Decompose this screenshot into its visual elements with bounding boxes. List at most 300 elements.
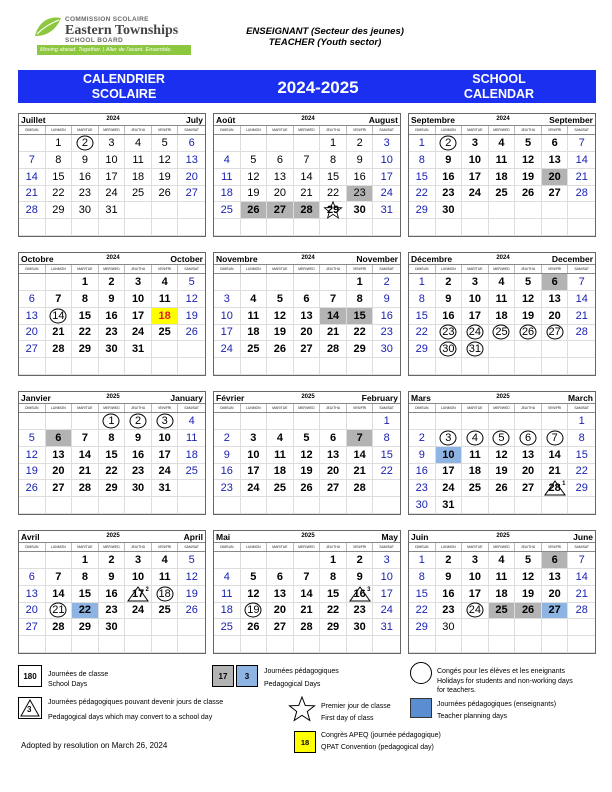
day-number: 5 — [250, 570, 257, 583]
empty-cell — [72, 413, 99, 430]
day-cell — [294, 325, 321, 342]
day-number: 7 — [578, 275, 585, 288]
weekday-label: SAM/SAT — [379, 128, 395, 132]
banner-left-line-1: CALENDRIER — [83, 72, 165, 86]
day-number: 8 — [330, 570, 337, 583]
day-number: 3 — [383, 136, 390, 149]
day-number: 20 — [273, 604, 287, 617]
day-cell — [294, 480, 321, 497]
day-cell — [152, 308, 179, 325]
day-number: 20 — [25, 326, 38, 339]
day-cell — [267, 619, 294, 636]
empty-cell — [489, 497, 516, 514]
day-number: 22 — [78, 326, 92, 339]
day-number: 22 — [575, 465, 588, 478]
weekday-label: MER/WED — [489, 265, 516, 273]
weekday-label: LUNMON — [241, 265, 268, 273]
weekday-label: DIMSUN — [409, 126, 436, 134]
day-number: 31 — [442, 499, 455, 512]
day-cell — [241, 186, 268, 203]
day-cell — [489, 603, 516, 620]
day-number: 17 — [442, 465, 455, 478]
empty-cell — [347, 358, 374, 375]
day-cell — [178, 464, 205, 481]
day-cell — [462, 552, 489, 569]
day-cell — [294, 619, 321, 636]
day-cell — [241, 291, 268, 308]
weekday-label: JEU/THU — [125, 126, 152, 134]
month-year: 2024 — [496, 255, 510, 261]
day-cell — [152, 586, 179, 603]
header-line-1: ENSEIGNANT (Secteur des jeunes) — [246, 26, 404, 37]
day-cell — [320, 586, 347, 603]
day-cell — [320, 291, 347, 308]
day-cell — [152, 569, 179, 586]
day-number: 23 — [353, 604, 366, 617]
day-cell — [178, 152, 205, 169]
empty-cell — [542, 636, 569, 653]
day-number: 29 — [105, 482, 118, 495]
empty-cell — [409, 219, 436, 236]
day-cell — [294, 341, 321, 358]
day-cell — [46, 186, 73, 203]
day-number: 6 — [188, 136, 195, 149]
day-number: 25 — [158, 326, 171, 339]
day-number: 3 — [471, 136, 478, 149]
day-cell — [320, 619, 347, 636]
day-cell — [19, 152, 46, 169]
day-cell — [46, 202, 73, 219]
day-cell — [409, 619, 436, 636]
day-number: 15 — [415, 309, 428, 322]
day-cell — [125, 447, 152, 464]
day-number: 30 — [353, 204, 366, 217]
empty-cell — [152, 358, 179, 375]
weekday-header-row — [214, 543, 400, 552]
day-cell — [409, 569, 436, 586]
empty-cell — [436, 413, 463, 430]
day-number: 10 — [220, 309, 233, 322]
day-number: 28 — [575, 604, 588, 617]
day-number: 21 — [575, 309, 588, 322]
empty-cell — [542, 619, 569, 636]
day-number: 24 — [380, 187, 393, 200]
day-cell — [152, 274, 179, 291]
day-cell — [214, 341, 241, 358]
weekday-label: LUNMON — [46, 265, 73, 273]
day-number: 25 — [495, 604, 508, 617]
month-year: 2024 — [301, 255, 315, 261]
weekday-label: MAR/TUE — [72, 126, 99, 134]
day-number: 18 — [273, 465, 287, 478]
day-cell — [436, 325, 463, 342]
empty-cell — [294, 219, 321, 236]
day-number: 8 — [578, 431, 585, 444]
logo-line-3: SCHOOL BOARD — [65, 37, 124, 44]
day-number: 7 — [28, 153, 35, 166]
days-grid — [214, 135, 400, 236]
day-number: 5 — [525, 553, 532, 566]
day-number: 11 — [247, 309, 260, 322]
day-number: 2 — [108, 553, 115, 566]
day-cell — [152, 186, 179, 203]
day-number: 18 — [158, 587, 171, 600]
day-number: 13 — [185, 153, 198, 166]
month-name-fr: Août — [216, 115, 236, 125]
month-june — [408, 530, 596, 654]
day-number: 4 — [276, 431, 283, 444]
day-cell — [568, 325, 595, 342]
first-day-en: First day of class — [321, 714, 374, 722]
weekday-label: SAM/SAT — [379, 267, 395, 271]
day-cell — [515, 291, 542, 308]
weekday-label: VEN/FRI — [542, 265, 569, 273]
day-cell — [542, 308, 569, 325]
month-header — [19, 392, 205, 404]
empty-cell — [214, 274, 241, 291]
day-cell — [347, 169, 374, 186]
day-number: 4 — [161, 553, 168, 566]
day-number: 10 — [131, 570, 145, 583]
day-number: 31 — [380, 204, 393, 217]
convention-day-box: 18 — [294, 731, 316, 753]
day-cell — [152, 135, 179, 152]
day-cell — [568, 430, 595, 447]
weekday-label: SAM/SAT — [574, 545, 590, 549]
day-cell — [347, 464, 374, 481]
day-number: 31 — [105, 204, 118, 217]
day-cell — [320, 169, 347, 186]
empty-cell — [436, 219, 463, 236]
day-cell — [46, 152, 73, 169]
day-number: 5 — [188, 275, 195, 288]
day-number: 21 — [575, 170, 588, 183]
day-number: 15 — [326, 587, 340, 600]
weekday-label: MAR/TUE — [72, 404, 99, 412]
weekday-header-row — [409, 126, 595, 135]
day-cell — [409, 603, 436, 620]
empty-cell — [515, 497, 542, 514]
day-number: 4 — [223, 153, 230, 166]
day-cell — [515, 135, 542, 152]
empty-cell — [347, 413, 374, 430]
day-number: 1 — [330, 136, 337, 149]
day-cell — [46, 291, 73, 308]
day-cell — [373, 586, 400, 603]
school-days-fr: Journées de classe — [48, 671, 109, 678]
day-number: 15 — [415, 587, 428, 600]
day-cell — [515, 603, 542, 620]
day-cell — [489, 325, 516, 342]
day-number: 24 — [105, 187, 118, 200]
day-number: 17 — [247, 465, 260, 478]
weekday-label: MER/WED — [489, 126, 516, 134]
ped-days-en: Pedagogical Days — [264, 680, 321, 688]
empty-cell — [178, 358, 205, 375]
days-grid — [409, 413, 595, 514]
weekday-label: DIMSUN — [214, 543, 241, 551]
day-cell — [152, 603, 179, 620]
holiday-legend — [437, 667, 573, 696]
day-cell — [19, 569, 46, 586]
weekday-label: VEN/FRI — [152, 265, 179, 273]
day-number: 5 — [188, 553, 195, 566]
day-number: 16 — [353, 587, 366, 600]
day-number: 3 — [108, 136, 115, 149]
empty-cell — [19, 219, 46, 236]
day-number: 23 — [442, 326, 455, 339]
day-cell — [542, 152, 569, 169]
day-cell — [178, 552, 205, 569]
day-cell — [409, 291, 436, 308]
month-year: 2025 — [106, 533, 120, 539]
day-cell — [214, 169, 241, 186]
empty-cell — [373, 636, 400, 653]
day-number: 14 — [575, 570, 588, 583]
day-number: 6 — [525, 431, 532, 444]
day-number: 1 — [418, 136, 425, 149]
day-cell — [436, 186, 463, 203]
day-number: 22 — [415, 604, 428, 617]
day-cell — [214, 152, 241, 169]
day-cell — [125, 169, 152, 186]
weekday-label: DIMSUN — [409, 404, 436, 412]
day-number: 20 — [548, 170, 561, 183]
day-cell — [409, 586, 436, 603]
weekday-label: MAR/TUE — [462, 404, 489, 412]
empty-cell — [267, 497, 294, 514]
day-number: 10 — [468, 153, 482, 166]
empty-cell — [294, 135, 321, 152]
day-number: 19 — [158, 170, 171, 183]
day-cell — [241, 152, 268, 169]
day-cell — [125, 430, 152, 447]
month-name-en: October — [170, 254, 203, 264]
day-cell — [72, 202, 99, 219]
day-number: 13 — [548, 153, 561, 166]
day-number: 19 — [273, 326, 287, 339]
day-number: 27 — [548, 326, 561, 339]
day-number: 31 — [158, 482, 171, 495]
day-number: 7 — [303, 570, 310, 583]
day-cell — [568, 447, 595, 464]
holiday-en-1: Holidays for students and non-working days — [437, 677, 573, 685]
day-cell — [542, 586, 569, 603]
empty-cell — [46, 413, 73, 430]
day-number: 4 — [498, 553, 505, 566]
day-number: 12 — [521, 292, 535, 305]
day-number: 2 — [445, 136, 452, 149]
month-august — [213, 113, 401, 237]
day-cell — [19, 291, 46, 308]
day-cell — [125, 552, 152, 569]
day-cell — [125, 569, 152, 586]
day-cell — [409, 186, 436, 203]
day-cell — [568, 552, 595, 569]
day-number: 5 — [276, 292, 283, 305]
empty-cell — [436, 636, 463, 653]
day-cell — [178, 413, 205, 430]
day-number: 11 — [185, 431, 198, 444]
day-cell — [409, 135, 436, 152]
day-number: 18 — [495, 170, 508, 183]
empty-cell — [178, 619, 205, 636]
day-cell — [542, 480, 569, 497]
month-name-en: August — [368, 115, 398, 125]
day-number: 28 — [52, 621, 65, 634]
day-number: 27 — [548, 604, 561, 617]
day-number: 21 — [548, 465, 561, 478]
day-cell — [373, 569, 400, 586]
day-number: 12 — [521, 570, 535, 583]
empty-cell — [320, 413, 347, 430]
day-number: 19 — [247, 187, 260, 200]
day-cell — [462, 325, 489, 342]
day-cell — [241, 603, 268, 620]
day-number: 17 — [380, 587, 393, 600]
day-number: 25 — [247, 343, 260, 356]
day-number: 29 — [78, 343, 92, 356]
month-header — [409, 114, 595, 126]
day-cell — [99, 186, 126, 203]
day-cell — [373, 341, 400, 358]
month-year: 2024 — [301, 116, 315, 122]
day-cell — [267, 603, 294, 620]
month-header — [214, 253, 400, 265]
day-cell — [542, 447, 569, 464]
day-cell — [19, 430, 46, 447]
empty-cell — [373, 358, 400, 375]
day-cell — [214, 202, 241, 219]
day-cell — [320, 464, 347, 481]
day-number: 3 — [135, 553, 142, 566]
day-cell — [373, 274, 400, 291]
weekday-label: MER/WED — [489, 404, 516, 412]
day-cell — [178, 325, 205, 342]
month-name-en: May — [381, 532, 398, 542]
day-number: 25 — [495, 187, 508, 200]
month-february — [213, 391, 401, 515]
weekday-label: MER/WED — [294, 126, 321, 134]
days-grid — [19, 413, 205, 514]
day-number: 13 — [273, 170, 287, 183]
day-cell — [436, 552, 463, 569]
weekday-label: LUNMON — [436, 404, 463, 412]
day-number: 16 — [380, 309, 393, 322]
empty-cell — [347, 636, 374, 653]
day-cell — [568, 480, 595, 497]
day-number: 9 — [445, 153, 452, 166]
month-header — [214, 114, 400, 126]
day-number: 2 — [445, 275, 452, 288]
day-number: 14 — [52, 587, 65, 600]
weekday-label: DIMSUN — [214, 404, 241, 412]
day-number: 16 — [442, 587, 455, 600]
school-days-en: School Days — [48, 680, 88, 688]
day-number: 10 — [442, 448, 455, 461]
day-cell — [373, 430, 400, 447]
empty-cell — [373, 219, 400, 236]
day-cell — [72, 341, 99, 358]
day-cell — [320, 325, 347, 342]
day-number: 25 — [131, 187, 145, 200]
day-cell — [515, 274, 542, 291]
weekday-label: VEN/FRI — [542, 126, 569, 134]
empty-cell — [515, 202, 542, 219]
day-cell — [489, 569, 516, 586]
day-cell — [46, 341, 73, 358]
day-cell — [241, 341, 268, 358]
weekday-header-row — [214, 404, 400, 413]
weekday-header-row — [214, 265, 400, 274]
month-header — [409, 392, 595, 404]
day-cell — [125, 291, 152, 308]
empty-cell — [462, 202, 489, 219]
day-cell — [542, 430, 569, 447]
weekday-label: LUNMON — [241, 404, 268, 412]
day-number: 21 — [52, 326, 65, 339]
day-cell — [515, 430, 542, 447]
day-number: 28 — [575, 326, 588, 339]
weekday-label: MER/WED — [99, 543, 126, 551]
day-cell — [19, 447, 46, 464]
day-number: 17 — [105, 170, 118, 183]
first-day-star-icon — [288, 696, 316, 722]
weekday-label: LUNMON — [46, 404, 73, 412]
empty-cell — [99, 636, 126, 653]
day-number: 24 — [131, 604, 145, 617]
day-cell — [152, 447, 179, 464]
empty-cell — [99, 358, 126, 375]
day-number: 1 — [330, 553, 337, 566]
day-number: 30 — [105, 343, 118, 356]
day-number: 21 — [25, 187, 38, 200]
day-cell — [409, 308, 436, 325]
day-cell — [72, 480, 99, 497]
month-header — [409, 253, 595, 265]
empty-cell — [72, 636, 99, 653]
day-number: 21 — [52, 604, 65, 617]
day-number: 18 — [495, 587, 508, 600]
day-cell — [320, 202, 347, 219]
day-cell — [241, 169, 268, 186]
day-number: 17 — [468, 587, 482, 600]
day-cell — [19, 308, 46, 325]
day-cell — [409, 169, 436, 186]
day-cell — [347, 186, 374, 203]
day-number: 3 — [161, 414, 168, 427]
weekday-label: SAM/SAT — [574, 128, 590, 132]
day-cell — [178, 447, 205, 464]
month-name-fr: Février — [216, 393, 245, 403]
day-cell — [152, 430, 179, 447]
empty-cell — [294, 358, 321, 375]
ped-gray-box: 17 — [212, 665, 234, 687]
day-number: 1 — [81, 275, 88, 288]
day-cell — [436, 291, 463, 308]
weekday-label: SAM/SAT — [379, 545, 395, 549]
day-number: 17 — [380, 170, 393, 183]
day-number: 27 — [300, 343, 313, 356]
day-cell — [515, 308, 542, 325]
day-cell — [46, 308, 73, 325]
empty-cell — [515, 358, 542, 375]
weekday-label: MAR/TUE — [72, 265, 99, 273]
day-cell — [515, 186, 542, 203]
empty-cell — [178, 497, 205, 514]
day-number: 14 — [25, 170, 38, 183]
weekday-label: MER/WED — [99, 126, 126, 134]
